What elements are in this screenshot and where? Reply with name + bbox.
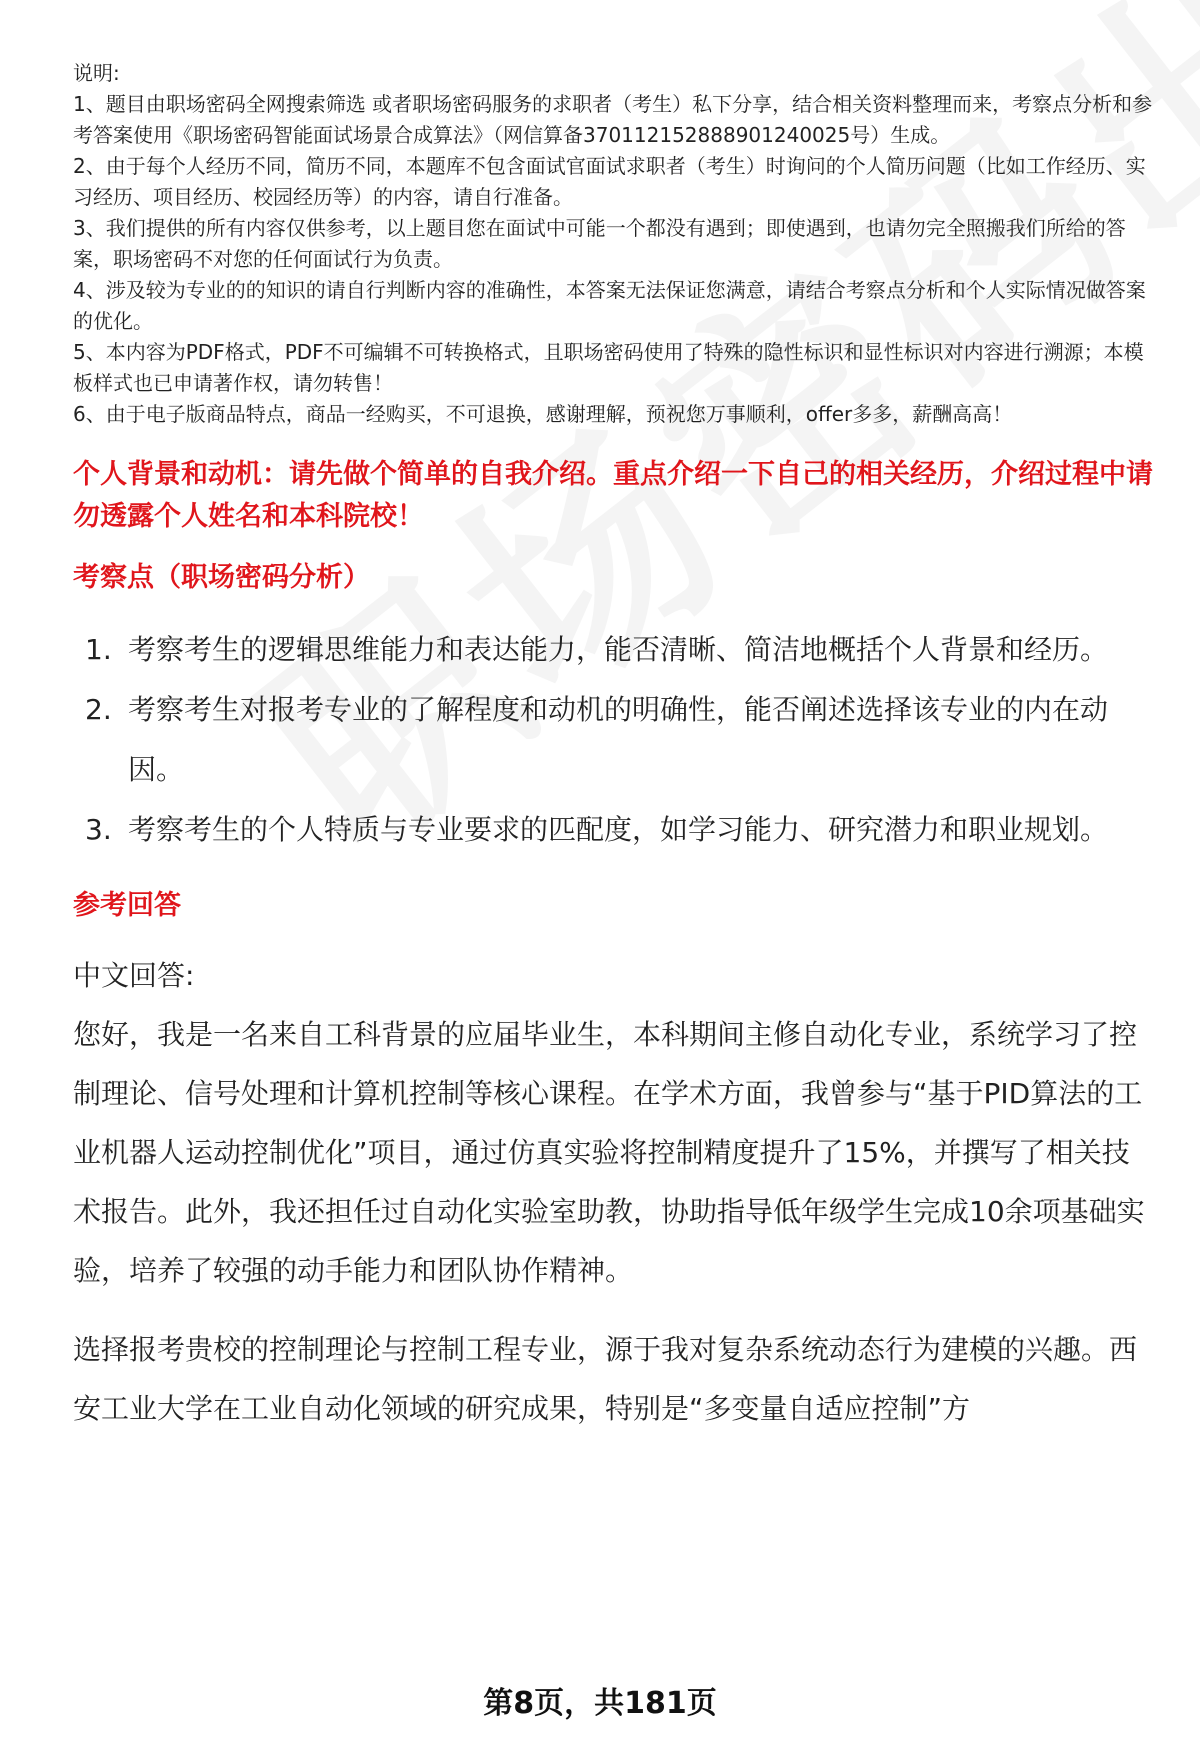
analysis-point: [85, 680, 1155, 800]
analysis-points: [73, 620, 1155, 860]
answer-label: 中文回答:: [73, 959, 195, 992]
point-number: 3.: [85, 813, 112, 846]
note-item: 6、由于电子版商品特点，商品一经购买，不可退换，感谢理解，预祝您万事顺利，offer多多，薪酬高高！: [73, 402, 1013, 426]
analysis-point: [85, 800, 1155, 860]
answer-paragraph: 您好，我是一名来自工科背景的应届毕业生，本科期间主修自动化专业，系统学习了控制理论、信号处理和计算机控制等核心课程。在学术方面，我曾参与“基于PID算法的工业机器人运动控制优化”项目，通过仿真实验将控制精度提升了15%，并撰写了相关技术报告。此外，我还担任过自动化实验室助教，协助指导低年级学生完成10余项基础实验，培养了较强的动手能力和团队协作精神。: [73, 1018, 1145, 1287]
note-item: 1、题目由职场密码全网搜索筛选 或者职场密码服务的求职者（考生）私下分享，结合相关资料整理而来，考察点分析和参考答案使用《职场密码智能面试场景合成算法》（网信算备370112152888901240025号）生成。: [73, 92, 1153, 147]
note-item: 4、涉及较为专业的的知识的请自行判断内容的准确性，本答案无法保证您满意，请结合考察点分析和个人实际情况做答案的优化。: [73, 278, 1146, 333]
page-content: [73, 58, 1155, 1438]
analysis-heading: 考察点（职场密码分析）: [73, 562, 370, 593]
notes-title: 说明:: [73, 61, 120, 85]
note-item: 5、本内容为PDF格式，PDF不可编辑不可转换格式，且职场密码使用了特殊的隐性标识和显性标识对内容进行溯源；本模板样式也已申请著作权，请勿转售！: [73, 340, 1144, 395]
notes-block: [73, 58, 1155, 430]
point-text: 考察考生对报考专业的了解程度和动机的明确性，能否阐述选择该专业的内在动因。: [128, 693, 1109, 786]
note-item: 2、由于每个人经历不同，简历不同，本题库不包含面试官面试求职者（考生）时询问的个人简历问题（比如工作经历、实习经历、项目经历、校园经历等）的内容，请自行准备。: [73, 154, 1146, 209]
point-number: 1.: [85, 633, 112, 666]
point-number: 2.: [85, 693, 112, 726]
point-text: 考察考生的个人特质与专业要求的匹配度，如学习能力、研究潜力和职业规划。: [128, 813, 1109, 846]
question-title: 个人背景和动机：请先做个简单的自我介绍。重点介绍一下自己的相关经历，介绍过程中请勿透露个人姓名和本科院校！: [73, 459, 1153, 532]
point-text: 考察考生的逻辑思维能力和表达能力，能否清晰、简洁地概括个人背景和经历。: [128, 633, 1109, 666]
answer-paragraph: 选择报考贵校的控制理论与控制工程专业，源于我对复杂系统动态行为建模的兴趣。西安工业大学在工业自动化领域的研究成果，特别是“多变量自适应控制”方: [73, 1333, 1138, 1425]
page-number-footer: 第8页，共181页: [483, 1686, 717, 1721]
note-item: 3、我们提供的所有内容仅供参考，以上题目您在面试中可能一个都没有遇到；即使遇到，也请勿完全照搬我们所给的答案，职场密码不对您的任何面试行为负责。: [73, 216, 1126, 271]
answer-heading: 参考回答: [73, 890, 181, 921]
answer-block: [73, 946, 1155, 1438]
analysis-point: [85, 620, 1155, 680]
